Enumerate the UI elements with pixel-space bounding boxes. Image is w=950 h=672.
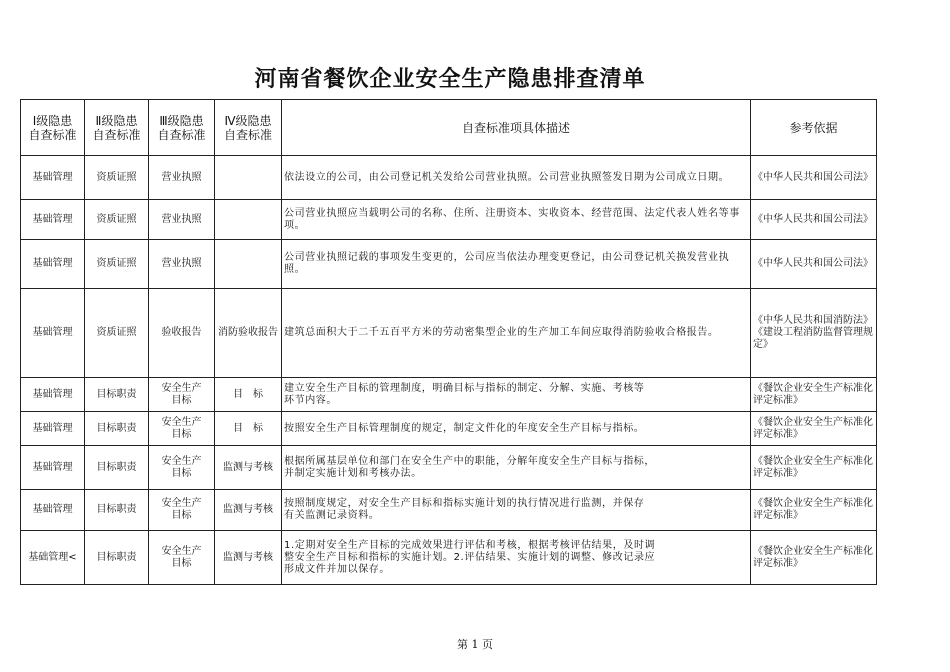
level4-cell: 消防验收报告 xyxy=(215,289,282,378)
table-row xyxy=(21,378,877,412)
reference-cell: 《中华人民共和国公司法》 xyxy=(751,240,877,289)
header-reference: 参考依据 xyxy=(751,100,877,156)
level4-cell: 监测与考核 xyxy=(215,446,282,490)
level3-cell: 安全生产 目标 xyxy=(149,412,215,446)
table-row xyxy=(21,200,877,240)
description-cell: 公司营业执照应当载明公司的名称、住所、注册资本、实收资本、经营范围、法定代表人姓名等事项。 xyxy=(282,200,751,240)
level4-cell: 监测与考核 xyxy=(215,490,282,531)
reference-cell: 《餐饮企业安全生产标准化评定标准》 xyxy=(751,531,877,585)
level2-cell: 资质证照 xyxy=(85,240,149,289)
header-row xyxy=(21,100,877,156)
description-cell: 按照制度规定，对安全生产目标和指标实施计划的执行情况进行监测，并保存 有关监测记录资料。 xyxy=(282,490,751,531)
header-level2: Ⅱ级隐患 自查标准 xyxy=(85,100,149,156)
reference-cell: 《中华人民共和国消防法》 《建设工程消防监督管理规定》 xyxy=(751,289,877,378)
header-level4: Ⅳ级隐患 自查标准 xyxy=(215,100,282,156)
level1-cell: 基础管理 xyxy=(21,289,85,378)
level1-cell: 基础管理 xyxy=(21,490,85,531)
level3-cell: 安全生产 目标 xyxy=(149,378,215,412)
table-row xyxy=(21,531,877,585)
reference-cell: 《中华人民共和国公司法》 xyxy=(751,200,877,240)
level4-cell xyxy=(215,240,282,289)
page-title: 河南省餐饮企业安全生产隐患排查清单 xyxy=(254,66,646,92)
page-number: 第 1 页 xyxy=(457,638,493,651)
table-row xyxy=(21,156,877,200)
description-cell: 1.定期对安全生产目标的完成效果进行评估和考核，根据考核评估结果，及时调 整安全生产目标和指标的实施计划。2.评估结果、实施计划的调整、修改记录应 形成文件并加以保存。 xyxy=(282,531,751,585)
table-row xyxy=(21,446,877,490)
level3-cell: 验收报告 xyxy=(149,289,215,378)
level1-cell: 基础管理< xyxy=(21,531,85,585)
level3-cell: 安全生产 目标 xyxy=(149,446,215,490)
description-cell: 建立安全生产目标的管理制度，明确目标与指标的制定、分解、实施、考核等 环节内容。 xyxy=(282,378,751,412)
reference-cell: 《餐饮企业安全生产标准化评定标准》 xyxy=(751,446,877,490)
header-level3: Ⅲ级隐患 自查标准 xyxy=(149,100,215,156)
level2-cell: 资质证照 xyxy=(85,156,149,200)
level4-cell xyxy=(215,200,282,240)
checklist-table xyxy=(20,99,877,585)
level4-cell xyxy=(215,156,282,200)
level3-cell: 安全生产 目标 xyxy=(149,490,215,531)
reference-cell: 《餐饮企业安全生产标准化评定标准》 xyxy=(751,412,877,446)
level4-cell: 监测与考核 xyxy=(215,531,282,585)
description-cell: 依法设立的公司，由公司登记机关发给公司营业执照。公司营业执照签发日期为公司成立日期。 xyxy=(282,156,751,200)
description-cell: 公司营业执照记载的事项发生变更的，公司应当依法办理变更登记，由公司登记机关换发营业执照。 xyxy=(282,240,751,289)
level2-cell: 资质证照 xyxy=(85,289,149,378)
description-cell: 按照安全生产目标管理制度的规定，制定文件化的年度安全生产目标与指标。 xyxy=(282,412,751,446)
level4-cell: 目 标 xyxy=(215,412,282,446)
level1-cell: 基础管理 xyxy=(21,412,85,446)
level1-cell: 基础管理 xyxy=(21,446,85,490)
level3-cell: 营业执照 xyxy=(149,240,215,289)
table-row xyxy=(21,412,877,446)
reference-cell: 《中华人民共和国公司法》 xyxy=(751,156,877,200)
header-level1: Ⅰ级隐患 自查标准 xyxy=(21,100,85,156)
description-cell: 建筑总面积大于二千五百平方米的劳动密集型企业的生产加工车间应取得消防验收合格报告。 xyxy=(282,289,751,378)
level1-cell: 基础管理 xyxy=(21,200,85,240)
description-cell: 根据所属基层单位和部门在安全生产中的职能，分解年度安全生产目标与指标， 并制定实施计划和考核办法。 xyxy=(282,446,751,490)
level2-cell: 资质证照 xyxy=(85,200,149,240)
level1-cell: 基础管理 xyxy=(21,378,85,412)
level3-cell: 营业执照 xyxy=(149,200,215,240)
level2-cell: 目标职责 xyxy=(85,531,149,585)
level1-cell: 基础管理 xyxy=(21,240,85,289)
level4-cell: 目 标 xyxy=(215,378,282,412)
level2-cell: 目标职责 xyxy=(85,446,149,490)
level2-cell: 目标职责 xyxy=(85,412,149,446)
level3-cell: 营业执照 xyxy=(149,156,215,200)
table-row xyxy=(21,490,877,531)
reference-cell: 《餐饮企业安全生产标准化评定标准》 xyxy=(751,378,877,412)
level2-cell: 目标职责 xyxy=(85,378,149,412)
level1-cell: 基础管理 xyxy=(21,156,85,200)
header-description: 自查标准项具体描述 xyxy=(282,100,751,156)
table-row xyxy=(21,289,877,378)
table-row xyxy=(21,240,877,289)
level3-cell: 安全生产 目标 xyxy=(149,531,215,585)
reference-cell: 《餐饮企业安全生产标准化评定标准》 xyxy=(751,490,877,531)
level2-cell: 目标职责 xyxy=(85,490,149,531)
